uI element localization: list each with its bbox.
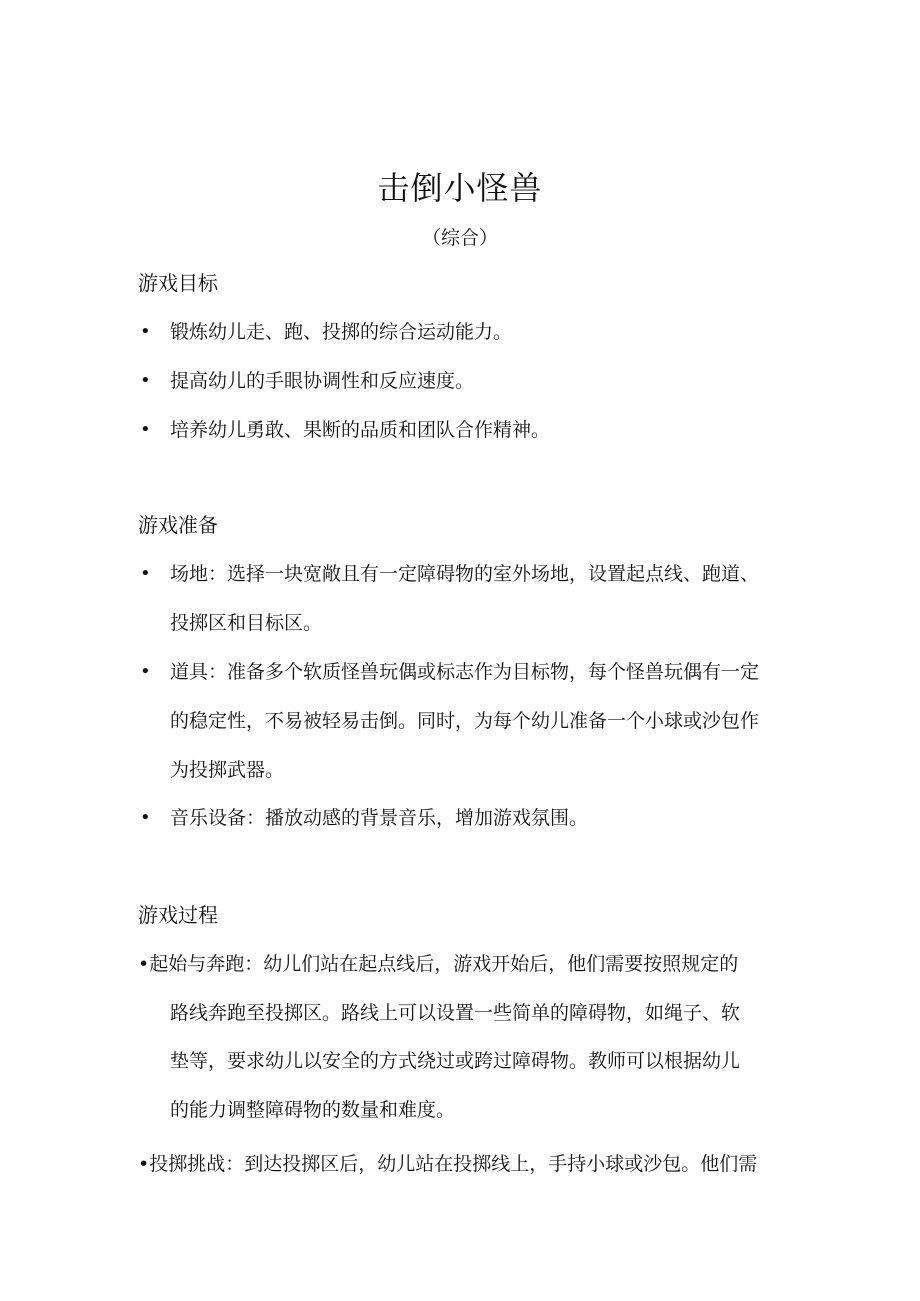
prep-item-2-line-2: 的稳定性，不易被轻易击倒。同时，为每个幼儿准备一个小球或沙包作 xyxy=(170,710,760,732)
bullet-dot: • xyxy=(140,563,151,584)
prep-item-1-line-2: 投掷区和目标区。 xyxy=(170,612,323,634)
document-subtitle: （综合） xyxy=(421,227,498,249)
goal-item-3: 培养幼儿勇敢、果断的品质和团队合作精神。 xyxy=(170,419,551,441)
goal-item-2: 提高幼儿的手眼协调性和反应速度。 xyxy=(170,370,475,392)
prep-item-2-line-1: 道具：准备多个软质怪兽玩偶或标志作为目标物，每个怪兽玩偶有一定 xyxy=(170,661,760,683)
bullet-dot: • xyxy=(140,419,151,440)
section-heading-preparation: 游戏准备 xyxy=(138,513,218,537)
goal-item-1: 锻炼幼儿走、跑、投掷的综合运动能力。 xyxy=(170,321,513,343)
bullet-dot: • xyxy=(140,370,151,391)
prep-item-1-line-1: 场地：选择一块宽敞且有一定障碍物的室外场地，设置起点线、跑道、 xyxy=(170,563,760,585)
process-item-1-line-2: 路线奔跑至投掷区。路线上可以设置一些简单的障碍物，如绳子、软 xyxy=(170,1002,741,1024)
prep-item-2-line-3: 为投掷武器。 xyxy=(170,759,285,781)
prep-item-3-line-1: 音乐设备：播放动感的背景音乐，增加游戏氛围。 xyxy=(170,807,589,829)
document-title: 击倒小怪兽 xyxy=(377,169,543,207)
bullet-dot: • xyxy=(140,661,151,682)
section-heading-process: 游戏过程 xyxy=(138,903,218,927)
process-item-1-line-3: 垫等，要求幼儿以安全的方式绕过或跨过障碍物。教师可以根据幼儿 xyxy=(170,1050,741,1072)
section-heading-goals: 游戏目标 xyxy=(138,271,218,295)
process-item-1-line-1: •起始与奔跑：幼儿们站在起点线后，游戏开始后，他们需要按照规定的 xyxy=(138,953,739,975)
process-item-2-line-1: •投掷挑战：到达投掷区后，幼儿站在投掷线上，手持小球或沙包。他们需 xyxy=(138,1153,758,1175)
bullet-dot: • xyxy=(140,807,151,828)
process-item-1-line-4: 的能力调整障碍物的数量和难度。 xyxy=(170,1099,456,1121)
bullet-dot: • xyxy=(140,321,151,342)
